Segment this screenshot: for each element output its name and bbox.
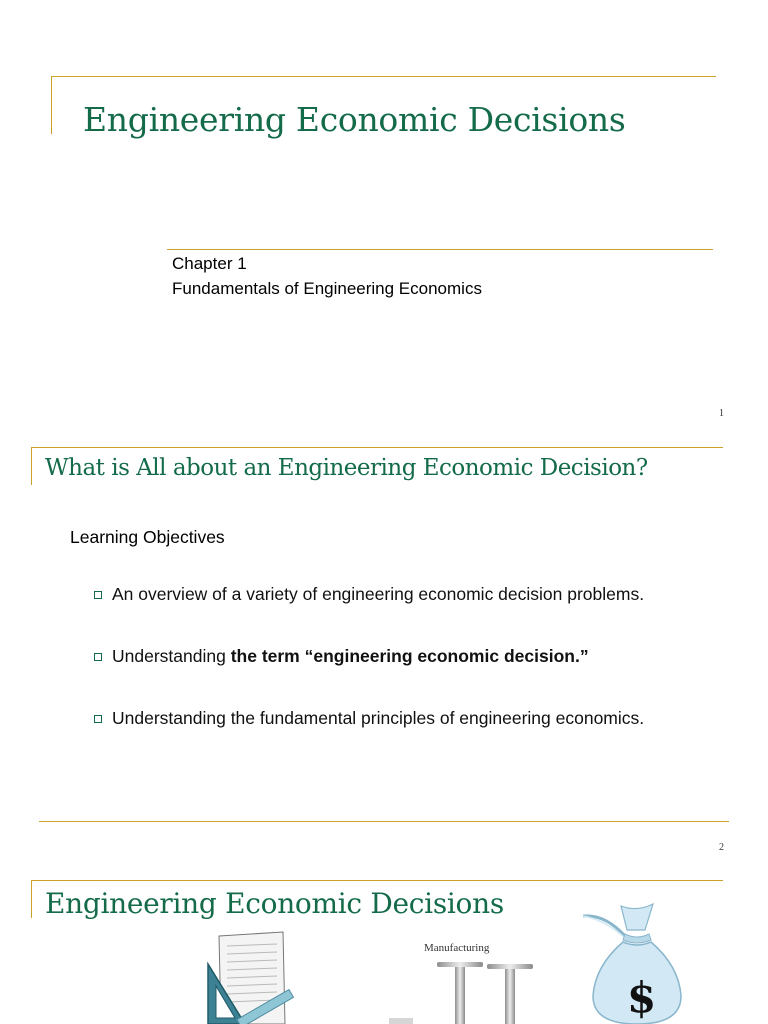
slide2-top-rule [31,447,723,448]
objective-3: Understanding the fundamental principles of engineering economics. [112,708,645,728]
slide1-title: Engineering Economic Decisions [83,100,626,139]
objective-2-bold-1: the term “ [230,646,314,666]
objective-1: An overview of a variety of engineering economic decision problems. [112,584,645,604]
bullet-icon [94,715,102,723]
manufacturing-label: Manufacturing [424,942,490,954]
page-number-2: 2 [719,842,724,853]
bullet-icon [94,653,102,661]
manufacturing-icon [385,960,545,1024]
learning-objectives-label: Learning Objectives [70,527,225,547]
ruler-pad-icon [205,930,300,1024]
objective-2-pre: Understanding [112,646,231,666]
objective-2-post: .” [574,646,589,666]
money-bag-symbol: $ [627,973,657,1022]
slide3-title: Engineering Economic Decisions [45,887,504,920]
slide1-left-rule [51,76,52,134]
objective-2 [112,646,589,667]
slide3-left-rule [31,880,32,918]
bullet-icon [94,591,102,599]
slide2-left-rule [31,447,32,485]
chapter-label: Chapter 1 [172,254,247,273]
slide3-top-rule [31,880,723,881]
slide1-subtitle-rule [167,249,713,250]
page-number-1: 1 [719,408,724,419]
slide1-top-rule [51,76,716,77]
slide2-title: What is All about an Engineering Economic Decision? [45,455,648,481]
money-bag-icon [575,900,700,1024]
objective-2-bold-2: engineering economic decision [313,646,575,666]
chapter-subtitle: Fundamentals of Engineering Economics [172,279,482,298]
slide2-bottom-rule [39,821,729,822]
